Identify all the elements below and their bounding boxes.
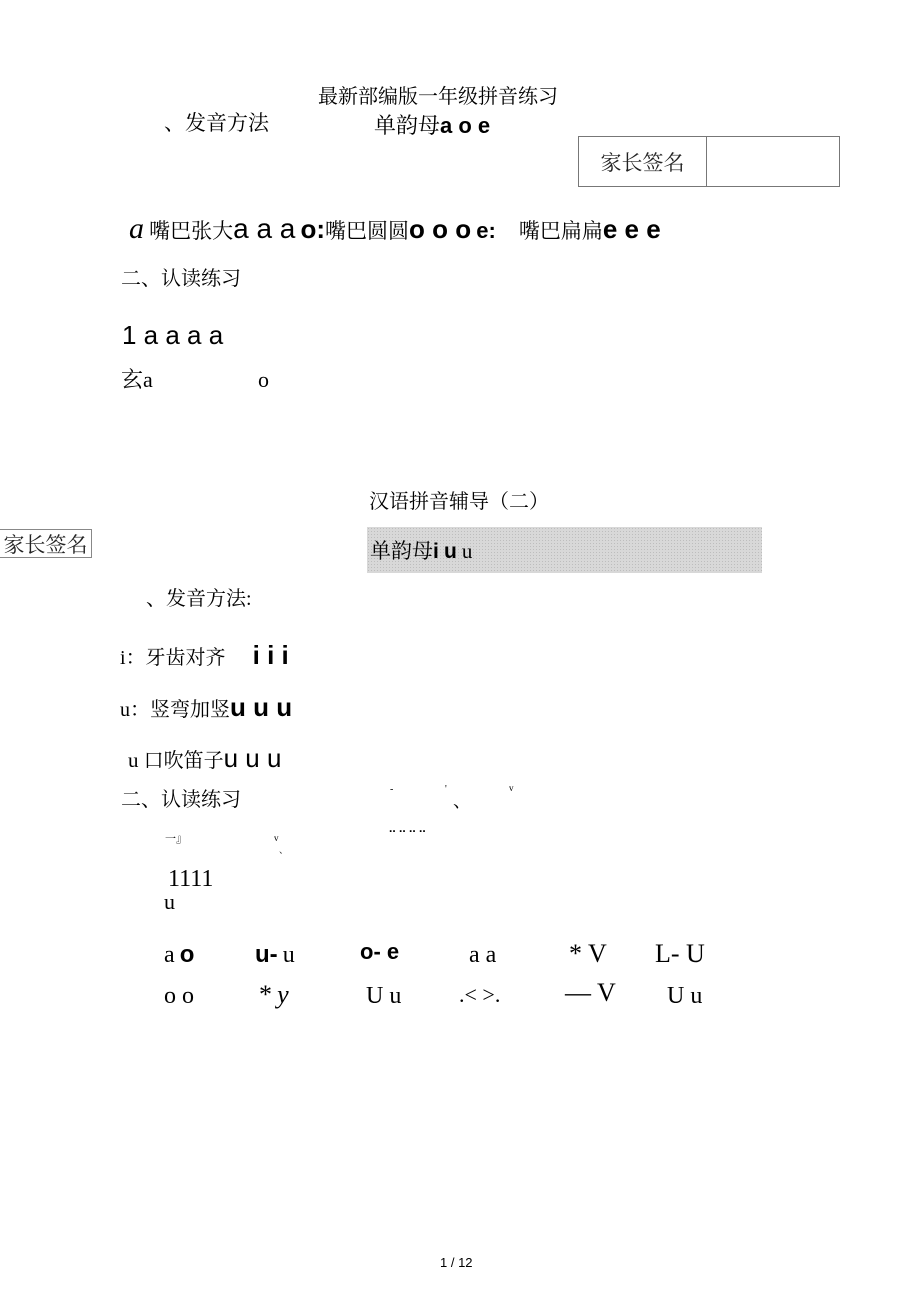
tone-mark-dun: 、: [453, 791, 471, 811]
tone-mark-v2: v: [274, 833, 279, 843]
unit-prefix-2: 单韵母: [370, 539, 433, 563]
u2-description: 口吹笛子: [143, 750, 224, 772]
unit-u: u: [443, 540, 457, 563]
grid-r2-c6: U u: [667, 983, 703, 1009]
o-symbol: o:: [300, 214, 326, 244]
o-repeat: o o o: [409, 214, 472, 244]
method-heading: 、发音方法: [164, 111, 269, 135]
grid-r1-c1: [164, 943, 194, 967]
i-line: [120, 642, 289, 668]
tone-mark-v: v: [509, 783, 514, 793]
i-description: ：牙齿对齐: [125, 647, 226, 669]
u2-letter: u: [128, 748, 139, 772]
parent-signature-box: [578, 136, 840, 187]
grid-r1-c2-b: u: [282, 942, 295, 968]
grid-r2-c2-a: *: [259, 980, 272, 1009]
unit-letters: a o e: [440, 113, 491, 138]
u-line: [120, 694, 292, 720]
u2-repeat: u u u: [223, 743, 282, 773]
i-repeat: i i i: [252, 640, 289, 670]
practice-row-2-o: o: [258, 367, 269, 392]
grid-r1-c3: o- e: [360, 939, 400, 964]
a-repeat: a a a: [233, 213, 296, 244]
parent-signature-box-2: 家长签名: [0, 529, 92, 558]
pronunciation-line: [129, 214, 661, 244]
parent-signature-label: 家长签名: [579, 137, 707, 186]
tone-mark-dots: .. .. .. ..: [389, 821, 426, 835]
practice-row-1: 1 a a a a: [122, 320, 224, 350]
grid-r2-c5: — V: [565, 978, 616, 1007]
i-letter: i: [120, 647, 126, 669]
grid-r1-c1-a: a: [164, 942, 175, 968]
u-repeat: u u u: [230, 692, 293, 722]
u-letter: u: [120, 699, 130, 721]
o-description: 嘴巴圆圆: [325, 219, 410, 243]
unit-heading-2: [370, 541, 472, 562]
digits-u: u: [164, 889, 175, 914]
a-symbol: a: [129, 212, 144, 245]
a-description: 嘴巴张大: [149, 219, 234, 243]
practice-heading: 二、认读练习: [121, 268, 241, 290]
grid-r1-c6: L- U: [655, 939, 705, 968]
grid-r1-c2: [255, 943, 295, 967]
grid-r2-c3: U u: [366, 983, 402, 1009]
grid-r1-c4: a a: [469, 942, 497, 968]
grid-r1-c5: * V: [569, 939, 607, 968]
tone-mark-dun2: 、: [279, 845, 289, 855]
page-title: 最新部编版一年级拼音练习: [318, 86, 558, 108]
practice-row-2-prefix: [121, 369, 153, 391]
grid-r2-c1: o o: [164, 983, 194, 1009]
unit-i: i: [433, 540, 439, 563]
grid-r1-c2-a: u-: [255, 941, 278, 968]
practice-heading-2: 二、认读练习: [121, 789, 241, 811]
tone-mark-yi: 一』: [165, 833, 187, 845]
u-description: ：竖弯加竖: [130, 699, 230, 721]
tone-mark-dash: -: [390, 784, 394, 795]
u2-line: [128, 745, 281, 771]
e-description: 嘴巴扁扁: [518, 219, 603, 243]
unit-heading: [374, 115, 490, 137]
unit-u2: u: [461, 539, 473, 563]
grid-r2-c4: .< >.: [459, 982, 501, 1007]
grid-r1-c1-b: o: [179, 941, 195, 968]
unit-prefix: 单韵母: [374, 113, 441, 138]
digits-row: 1111: [168, 866, 214, 892]
practice-row-2-a: a: [143, 367, 153, 392]
e-symbol: e:: [476, 218, 496, 243]
practice-row-2-char: 玄: [121, 367, 144, 392]
e-repeat: e e e: [602, 214, 661, 244]
parent-signature-field[interactable]: [707, 137, 839, 186]
grid-r2-c2-b: y: [277, 980, 289, 1009]
grid-r2-c2: [259, 982, 289, 1008]
part2-title: 汉语拼音辅导（二）: [369, 491, 549, 513]
tone-mark-comma: ': [445, 784, 447, 795]
page-number: 1 / 12: [440, 1255, 473, 1270]
method-heading-2: 、发音方法:: [146, 588, 252, 610]
